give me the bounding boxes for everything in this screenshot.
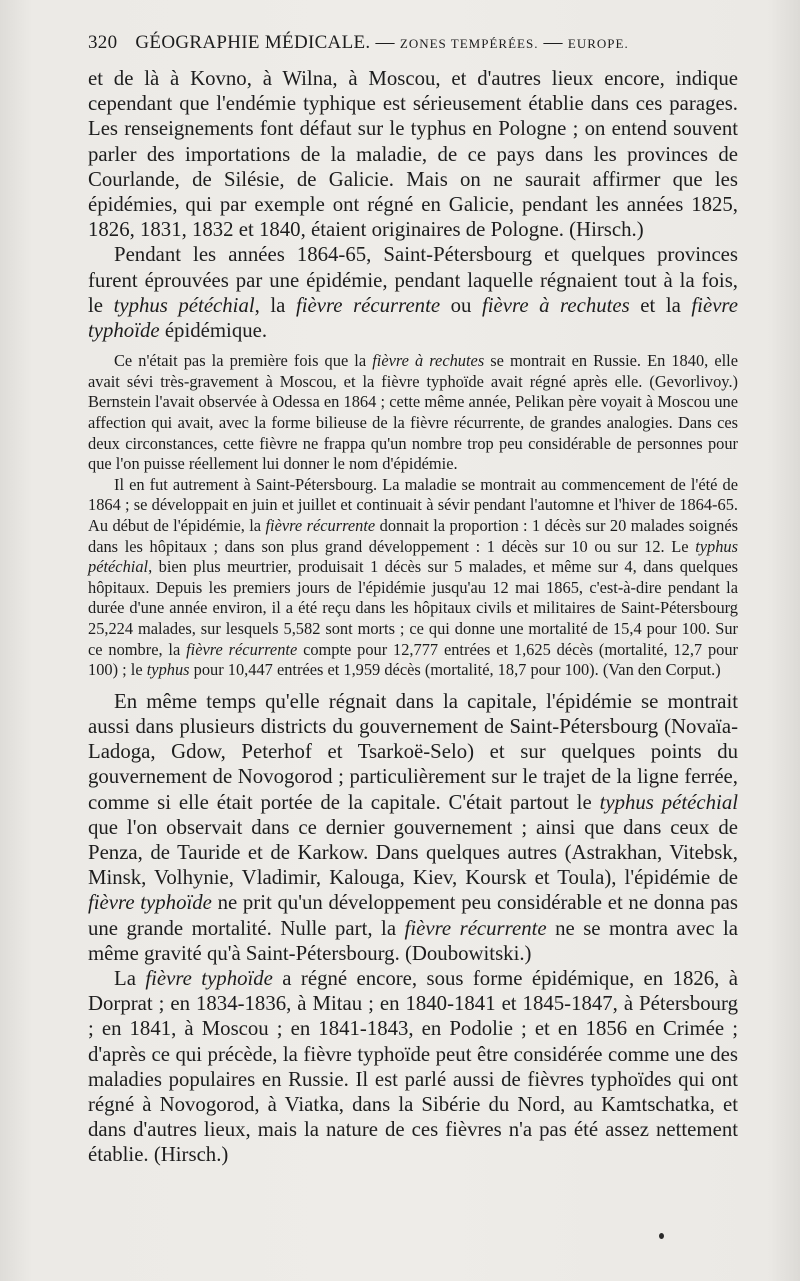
text-run: ne prit qu'un développement peu considérable et ne donna pas une grande mortalité. Nulle part, la: [88, 891, 738, 940]
italic-term: typhus pétéchial: [599, 790, 738, 814]
text-run: La: [114, 966, 146, 990]
ink-speck: [659, 1233, 664, 1239]
header-title: GÉOGRAPHIE MÉDICALE.: [135, 32, 371, 53]
text-run: et la: [629, 293, 692, 317]
text-run: que l'on observait dans ce dernier gouvernement ; ainsi que dans ceux de Penza, de Tauride et de Karkow. Dans quelques autres (Astrakhan, Vitebsk, Minsk, Volhynie, Vladimir, Kalouga, Kiev, Koursk et Toula), l'épidémie de: [88, 815, 738, 890]
italic-term: fièvre récurrente: [295, 293, 441, 317]
main-text-top: [88, 66, 738, 343]
italic-term: fièvre récurrente: [265, 515, 376, 535]
text-run: Ce n'était pas la première fois que la: [114, 351, 373, 371]
text-run: pour 10,447 entrées et 1,959 décès (mortalité, 18,7 pour 100). (Van den Corput.): [189, 660, 721, 680]
text-run: compte pour 12,777 entrées et 1,625 décès (mortalité, 12,7 pour 100) ; le: [88, 639, 739, 680]
italic-term: fièvre à rechutes: [372, 351, 485, 371]
paragraph: [88, 66, 738, 242]
header-region: EUROPE.: [567, 36, 629, 51]
paragraph-text: et de là à Kovno, à Wilna, à Moscou, et d'autres lieux encore, indique cependant que l'endémie typhique est sérieusement établie dans ces parages. Les renseignements font défaut sur le typhus en Pologne ; on entend souvent parler des importations de la maladie, de ce pays dans les provinces de Courlande, de Silésie, de Galicie. Mais on ne saurait affirmer que les épidémies, qui par exemple ont régné en Galicie, pendant les années 1825, 1826, 1831, 1832 et 1840, étaient originaires de Pologne. (Hirsch.): [88, 67, 738, 242]
text-run: , la: [254, 293, 296, 317]
text-run: , bien plus meurtrier, produisait 1 décès sur 5 malades, et même sur 4, dans quelques hôpitaux. Depuis les premiers jours de l'épidémie jusqu'au 12 mai 1865, c'est-à-dire pendant la durée d'une année environ, il a été reçu dans les hôpitaux civils et militaires de Saint-Pétersbourg 25,224 malades, sur lesquels 5,582 sont morts ; ce qui donne une mortalité de 15,4 pour 100. Sur ce nombre, la: [88, 557, 738, 659]
note-paragraph: [88, 475, 738, 681]
paragraph: [88, 966, 738, 1168]
italic-term: fièvre récurrente: [404, 916, 547, 940]
italic-term: fièvre à rechutes: [481, 293, 630, 317]
small-print-note: [88, 351, 738, 681]
running-header: [88, 30, 738, 66]
main-text-bottom: [88, 689, 738, 1168]
text-run: ne se montra avec la même gravité qu'à Saint-Pétersbourg. (Doubowitski.): [88, 916, 738, 965]
note-paragraph: [88, 351, 738, 475]
text-run: a régné encore, sous forme épidémique, en 1826, à Dorprat ; en 1834-1836, à Mitau ; en 1840-1841 et 1845-1847, à Pétersbourg ; en 1841, à Moscou ; en 1841-1843, en Podolie ; et en 1856 en Crimée ; d'après ce qui précède, la fièvre typhoïde peut être considérée comme une des maladies populaires en Russie. Il est parlé aussi de fièvres typhoïdes qui ont régné à Novogorod, à Viatka, dans la Sibérie du Nord, au Kamtschatka, et dans d'autres lieux, mais la nature de ces fièvres n'a pas été assez nettement établie. (Hirsch.): [88, 966, 738, 1167]
page-number: 320: [88, 32, 118, 53]
text-run: Pendant les années 1864-65, Saint-Pétersbourg et quelques provinces furent éprouvées par une épidémie, pendant laquelle régnaient tout à la fois, le: [88, 243, 738, 317]
italic-term: fièvre récurrente: [186, 639, 298, 659]
text-run: Il en fut autrement à Saint-Pétersbourg. La maladie se montrait au commencement de l'été de 1864 ; se développait en juin et juillet et continuait à sévir pendant l'automne et l'hiver de 1864-65. Au début de l'épidémie, la: [88, 474, 738, 535]
text-run: se montrait en Russie. En 1840, elle avait sévi très-gravement à Moscou, et la fièvre typhoïde avait régné après elle. (Gevorlivoy.) Bernstein l'avait observée à Odessa en 1864 ; cette même année, Pelikan père voyait à Moscou une affection qui avait, avec la forme bilieuse de la fièvre récurrente, de grandes analogies. Dans ces deux circonstances, cette fièvre ne frappa qu'un nombre trop peu considérable de personnes pour que l'on puisse réellement lui donner le nom d'épidémie.: [88, 351, 738, 474]
italic-term: fièvre typhoïde: [88, 293, 738, 343]
header-dash: —: [375, 32, 395, 53]
header-dash: —: [543, 32, 563, 53]
italic-term: typhus pétéchial: [113, 293, 255, 317]
text-run: donnait la proportion : 1 décès sur 20 malades soignés dans les hôpitaux ; dans son plus grand développement : 1 décès sur 10 ou sur 12. Le: [88, 515, 738, 556]
text-run: En même temps qu'elle régnait dans la capitale, l'épidémie se montrait aussi dans plusieurs districts du gouvernement de Saint-Pétersbourg (Novaïa-Ladoga, Gdow, Peterhof et Tsarkoë-Selo) et sur quelques points du gouvernement de Novogorod ; particulièrement sur le trajet de la ligne ferrée, comme si elle était portée de la capitale. C'était partout le: [88, 689, 738, 814]
italic-term: typhus: [146, 660, 190, 680]
text-run: épidémique.: [159, 319, 268, 343]
italic-term: fièvre typhoïde: [145, 966, 273, 990]
paragraph: [88, 242, 738, 343]
header-section: ZONES TEMPÉRÉES.: [399, 36, 539, 51]
paragraph: [88, 689, 738, 966]
italic-term: fièvre typhoïde: [88, 891, 212, 915]
text-run: ou: [440, 293, 482, 317]
italic-term: typhus pétéchial: [88, 536, 738, 577]
